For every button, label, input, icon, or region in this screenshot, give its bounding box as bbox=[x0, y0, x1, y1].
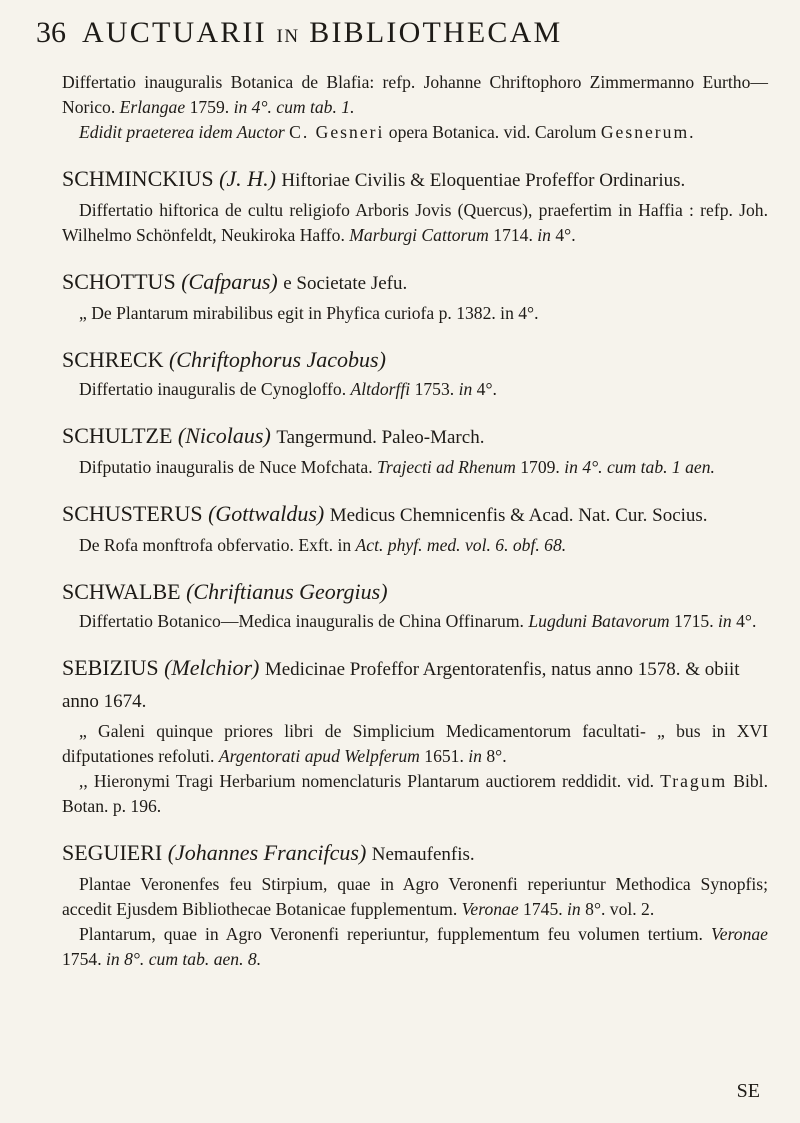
author-description: Nemaufenfis. bbox=[371, 844, 475, 865]
title-word-auctuarii: AUCTUARII bbox=[82, 16, 267, 49]
imprint-format-detail: 4°. bbox=[736, 611, 757, 631]
title-word-bibliothecam: BIBLIOTHECAM bbox=[309, 16, 563, 49]
author-surname: SCHWALBE bbox=[62, 579, 181, 604]
entry-schminckius bbox=[62, 164, 768, 248]
entry-text bbox=[62, 872, 768, 922]
entry-text bbox=[62, 769, 768, 819]
imprint-format-detail: 4°. bbox=[555, 225, 576, 245]
author-reference: Tragum bbox=[660, 771, 728, 791]
author-surname: SCHULTZE bbox=[62, 423, 173, 448]
entry-title: Differtatio inauguralis Botanica de Blafia: refp. Johanne Chriftophoro Zimmermanno Eurtho—Norico. bbox=[62, 72, 768, 117]
imprint-year: 1754. bbox=[62, 949, 102, 969]
imprint-format: in 8°. cum tab. aen. 8. bbox=[106, 949, 262, 969]
author-description: Tangermund. Paleo-March. bbox=[276, 427, 485, 448]
author-given-name: (Cafparus) bbox=[181, 269, 278, 294]
entry-heading bbox=[62, 499, 768, 531]
imprint-place: Lugduni Batavorum bbox=[528, 611, 670, 631]
entry-sebizius bbox=[62, 653, 768, 819]
imprint-year: 1759. bbox=[189, 97, 230, 117]
imprint-format: in bbox=[233, 97, 248, 117]
imprint-format: in 4°. cum tab. 1 aen. bbox=[564, 457, 715, 477]
page-content bbox=[62, 70, 768, 991]
imprint-place: Erlangae bbox=[119, 97, 186, 117]
entry-schottus bbox=[62, 267, 768, 326]
imprint-place: Trajecti ad Rhenum bbox=[377, 457, 516, 477]
entry-text bbox=[62, 533, 768, 558]
entry-intro-continuation bbox=[62, 70, 768, 145]
entry-text bbox=[62, 922, 768, 972]
entry-title: „ Galeni quinque priores libri de Simplicium Medicamentorum facultati- „ bus in XVI difputationes refoluti. bbox=[62, 721, 768, 766]
imprint-year: 1745. bbox=[523, 899, 563, 919]
entry-title: Plantarum, quae in Agro Veronenfi reperiuntur, fupplementum feu volumen tertium. bbox=[79, 924, 703, 944]
imprint-year: 1715. bbox=[674, 611, 714, 631]
entry-title: Differtatio hiftorica de cultu religiofo Arboris Jovis (Quercus), praefertim in Haffia : refp. Joh. Wilhelmo Schönfeldt, Neukiroka Haffo. bbox=[62, 200, 768, 245]
imprint-format-detail: 4°. bbox=[476, 379, 497, 399]
author-surname: SCHUSTERUS bbox=[62, 501, 203, 526]
title-word-in: IN bbox=[276, 26, 300, 47]
imprint-place: Veronae bbox=[710, 924, 768, 944]
imprint-year: 1651. bbox=[424, 746, 464, 766]
imprint-format: in bbox=[468, 746, 482, 766]
entry-title: Differtatio inauguralis de Cynogloffo. bbox=[79, 379, 347, 399]
imprint-format-detail: 8°. bbox=[486, 746, 507, 766]
entry-title: Difputatio inauguralis de Nuce Mofchata. bbox=[79, 457, 373, 477]
author-given-name: (Chriftophorus Jacobus) bbox=[168, 347, 386, 372]
imprint-place: Marburgi Cattorum bbox=[349, 225, 489, 245]
running-header bbox=[36, 14, 776, 60]
entry-text bbox=[62, 455, 768, 480]
author-surname: SCHRECK bbox=[62, 347, 164, 372]
page-number: 36 bbox=[36, 16, 66, 49]
entry-heading bbox=[62, 577, 768, 607]
edidit-note: Edidit praeterea idem Auctor bbox=[79, 122, 285, 142]
author-surname: SCHOTTUS bbox=[62, 269, 176, 294]
entry-title: De Rofa monftrofa obfervatio. Exft. in bbox=[79, 535, 352, 555]
imprint-format: in bbox=[718, 611, 732, 631]
imprint-format: in bbox=[567, 899, 581, 919]
author-given-name: (Chriftianus Georgius) bbox=[186, 579, 388, 604]
author-given-name: (J. H.) bbox=[219, 166, 276, 191]
entry-schultze bbox=[62, 421, 768, 480]
entry-heading bbox=[62, 653, 768, 717]
entry-heading bbox=[62, 421, 768, 453]
author-reference: Gesnerum. bbox=[600, 122, 696, 142]
reference-text: Bibl. Botan. p. 196. bbox=[62, 771, 768, 816]
imprint-place: Argentorati apud Welpferum bbox=[218, 746, 420, 766]
entry-text bbox=[62, 120, 768, 145]
entry-text bbox=[62, 198, 768, 248]
entry-schusterus bbox=[62, 499, 768, 558]
running-title bbox=[82, 16, 562, 50]
imprint-year: 1753. bbox=[414, 379, 455, 399]
author-description: e Societate Jefu. bbox=[283, 273, 408, 294]
entry-heading bbox=[62, 267, 768, 299]
entry-text bbox=[62, 301, 768, 326]
entry-text bbox=[62, 377, 768, 402]
entry-title: Plantae Veronenfes feu Stirpium, quae in Agro Veronenfi reperiuntur Methodica Synopfis; accedit Ejusdem Bibliothecae Botanicae fupplementum. bbox=[62, 874, 768, 919]
entry-heading bbox=[62, 838, 768, 870]
entry-text bbox=[62, 719, 768, 769]
entry-schreck bbox=[62, 345, 768, 402]
catchword: SE bbox=[736, 1080, 760, 1102]
journal-reference: Act. phyf. med. vol. 6. obf. 68. bbox=[355, 535, 567, 555]
imprint-format-detail: 8°. vol. 2. bbox=[585, 899, 655, 919]
entry-seguieri bbox=[62, 838, 768, 972]
entry-title: ,, Hieronymi Tragi Herbarium nomenclaturis Plantarum auctiorem reddidit. vid. bbox=[79, 771, 655, 791]
reference-text: opera Botanica. vid. Carolum bbox=[388, 122, 597, 142]
author-description: Medicinae Profeffor Argentoratenfis, natus anno 1578. & obiit anno 1674. bbox=[62, 659, 740, 712]
entry-title: „ De Plantarum mirabilibus egit in Phyfica curiofa p. 1382. in 4°. bbox=[79, 303, 539, 323]
entry-title: Differtatio Botanico—Medica inauguralis de China Offinarum. bbox=[79, 611, 524, 631]
imprint-year: 1714. bbox=[493, 225, 533, 245]
author-given-name: (Johannes Francifcus) bbox=[167, 840, 367, 865]
author-surname: SEBIZIUS bbox=[62, 655, 159, 680]
entry-text bbox=[62, 70, 768, 120]
author-given-name: (Nicolaus) bbox=[177, 423, 271, 448]
author-reference: C. Gesneri bbox=[289, 122, 385, 142]
entry-schwalbe bbox=[62, 577, 768, 634]
imprint-year: 1709. bbox=[520, 457, 560, 477]
author-description: Medicus Chemnicenfis & Acad. Nat. Cur. Socius. bbox=[329, 505, 708, 526]
imprint-format: in bbox=[537, 225, 551, 245]
entry-heading bbox=[62, 164, 768, 196]
imprint-place: Veronae bbox=[461, 899, 519, 919]
imprint-place: Altdorffi bbox=[350, 379, 411, 399]
author-surname: SEGUIERI bbox=[62, 840, 163, 865]
entry-text bbox=[62, 609, 768, 634]
imprint-format-detail: 4°. cum tab. 1. bbox=[251, 97, 355, 117]
author-given-name: (Melchior) bbox=[164, 655, 260, 680]
author-given-name: (Gottwaldus) bbox=[208, 501, 325, 526]
author-description: Hiftoriae Civilis & Eloquentiae Profeffor Ordinarius. bbox=[281, 170, 686, 191]
entry-heading bbox=[62, 345, 768, 375]
author-surname: SCHMINCKIUS bbox=[62, 166, 214, 191]
imprint-format: in bbox=[458, 379, 473, 399]
